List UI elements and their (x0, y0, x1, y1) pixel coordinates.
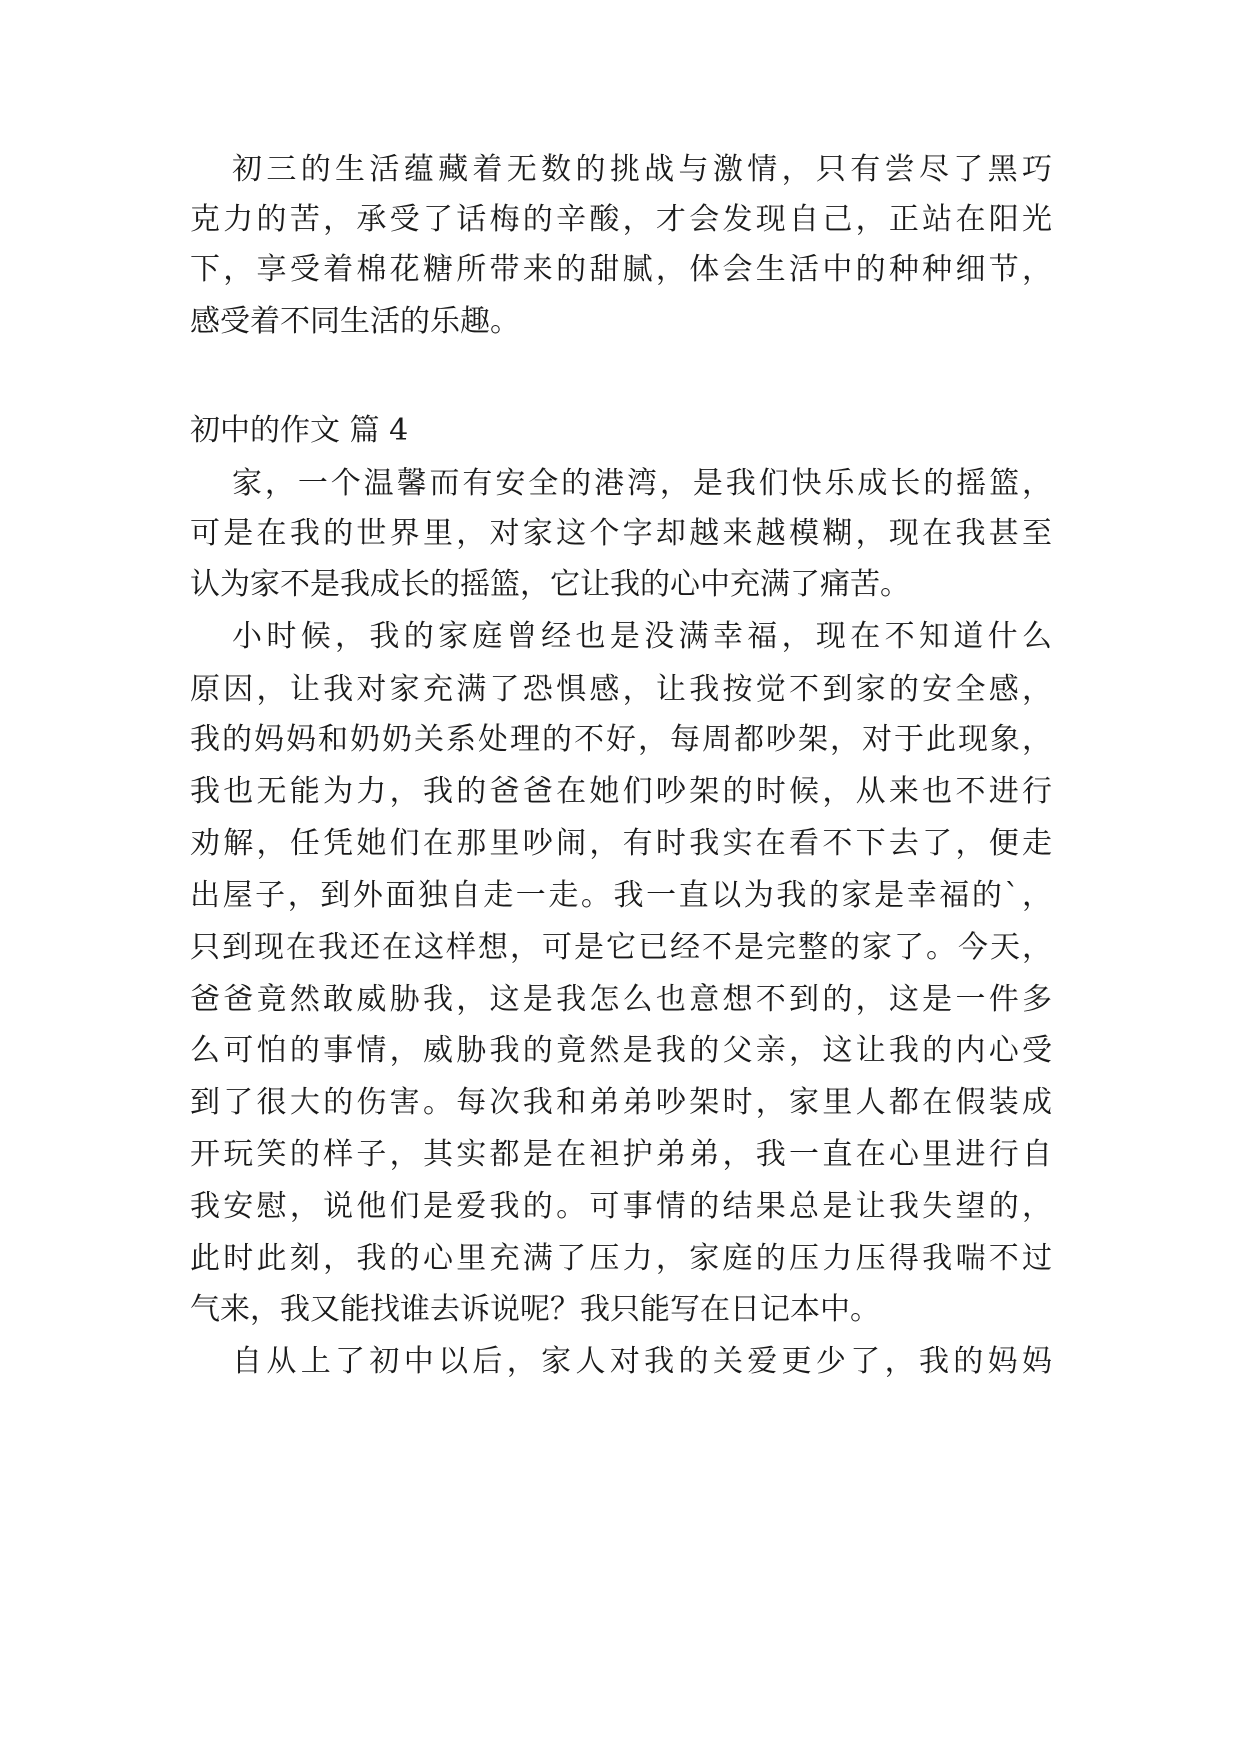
paragraph-2-line: 原因，让我对家充满了恐惧感，让我按觉不到家的安全感， (190, 672, 1052, 707)
paragraph-2-line: 此时此刻，我的心里充满了压力，家庭的压力压得我喘不过 (190, 1241, 1052, 1276)
paragraph-2-line: 到了很大的伤害。每次我和弟弟吵架时，家里人都在假装成 (190, 1085, 1052, 1120)
paragraph-2-line: 小时候，我的家庭曾经也是没满幸福，现在不知道什么 (232, 619, 1052, 654)
paragraph-1-line: 可是在我的世界里，对家这个字却越来越模糊，现在我甚至 (190, 516, 1052, 551)
paragraph-2-line: 只到现在我还在这样想，可是它已经不是完整的家了。今天， (190, 930, 1052, 965)
paragraph-2-line: 我也无能为力，我的爸爸在她们吵架的时候，从来也不进行 (190, 774, 1052, 809)
intro-paragraph-line: 下，享受着棉花糖所带来的甜腻，体会生活中的种种细节， (190, 252, 1052, 287)
paragraph-2-line: 劝解，任凭她们在那里吵闹，有时我实在看不下去了，便走 (190, 826, 1052, 861)
paragraph-3-line: 自从上了初中以后，家人对我的关爱更少了，我的妈妈 (232, 1344, 1052, 1379)
paragraph-2-line: 出屋子，到外面独自走一走。我一直以为我的家是幸福的`， (190, 878, 1052, 913)
intro-paragraph-line: 初三的生活蕴藏着无数的挑战与激情，只有尝尽了黑巧 (232, 152, 1052, 187)
section-heading: 初中的作文 篇 4 (190, 413, 409, 448)
paragraph-1-line: 认为家不是我成长的摇篮，它让我的心中充满了痛苦。 (190, 567, 910, 602)
intro-paragraph-line: 感受着不同生活的乐趣。 (190, 304, 520, 339)
paragraph-2-line: 气来，我又能找谁去诉说呢？我只能写在日记本中。 (190, 1292, 880, 1327)
paragraph-2-line: 开玩笑的样子，其实都是在袒护弟弟，我一直在心里进行自 (190, 1137, 1052, 1172)
paragraph-2-line: 么可怕的事情，威胁我的竟然是我的父亲，这让我的内心受 (190, 1033, 1052, 1068)
intro-paragraph-line: 克力的苦，承受了话梅的辛酸，才会发现自己，正站在阳光 (190, 202, 1052, 237)
paragraph-1-line: 家，一个温馨而有安全的港湾，是我们快乐成长的摇篮， (232, 466, 1052, 501)
paragraph-2-line: 我安慰，说他们是爱我的。可事情的结果总是让我失望的， (190, 1189, 1052, 1224)
paragraph-2-line: 我的妈妈和奶奶关系处理的不好，每周都吵架，对于此现象， (190, 722, 1052, 757)
paragraph-2-line: 爸爸竟然敢威胁我，这是我怎么也意想不到的，这是一件多 (190, 982, 1052, 1017)
